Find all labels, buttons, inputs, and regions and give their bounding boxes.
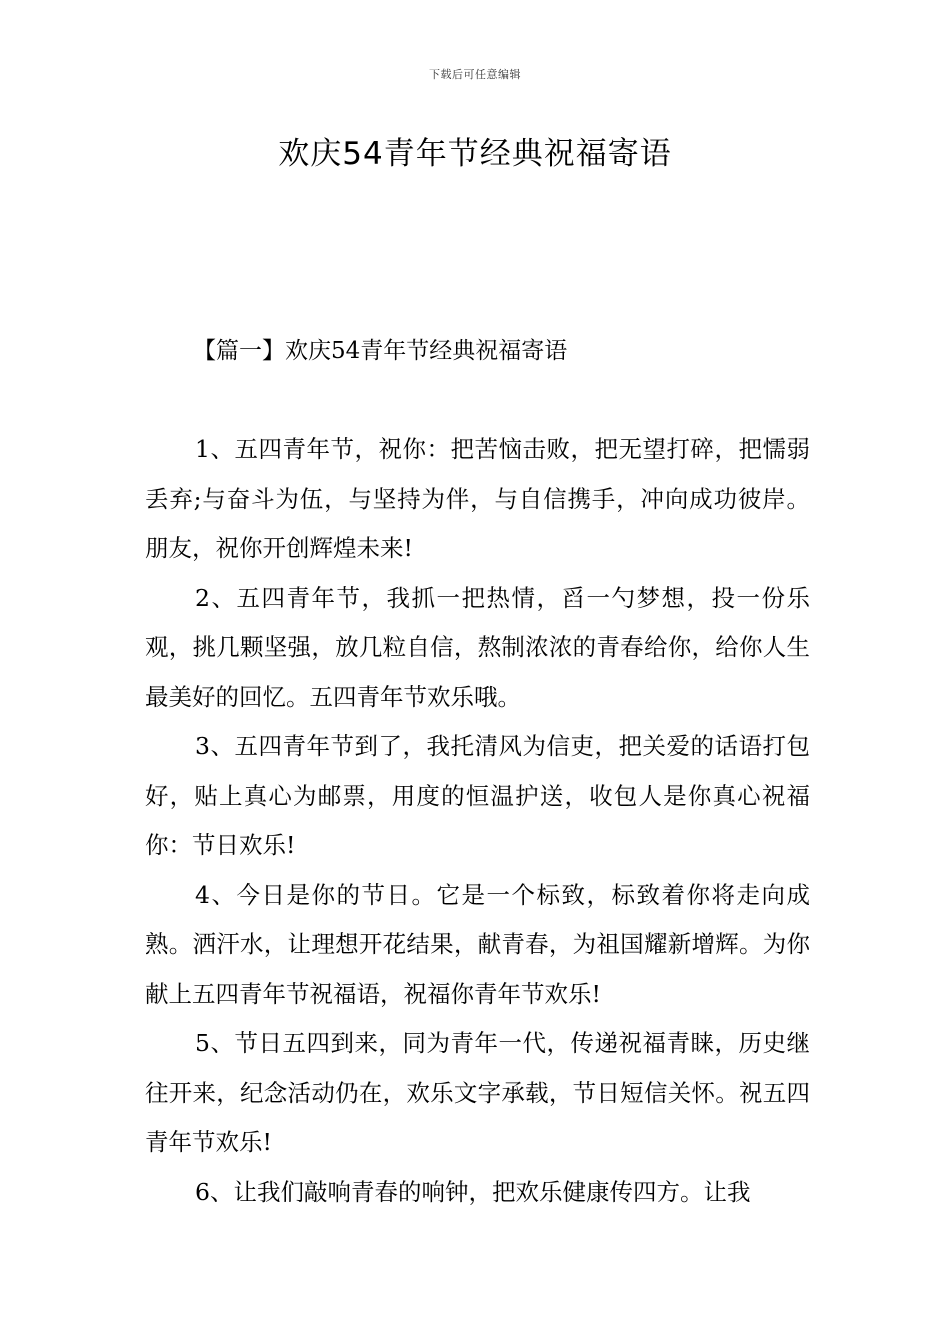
paragraph-2: 2、五四青年节，我抓一把热情，舀一勺梦想，投一份乐观，挑几颗坚强，放几粒自信，熬制浓浓的青春给你，给你人生最美好的回忆。五四青年节欢乐哦。 — [145, 583, 810, 711]
document-title: 欢庆54青年节经典祝福寄语 — [278, 136, 672, 172]
paragraph-4: 4、今日是你的节日。它是一个标致，标致着你将走向成熟。洒汗水，让理想开花结果，献青春，为祖国耀新增辉。为你献上五四青年节祝福语，祝福你青年节欢乐! — [145, 880, 810, 1008]
paragraph-3: 3、五四青年节到了，我托清风为信吏，把关爱的话语打包好，贴上真心为邮票，用度的恒温护送，收包人是你真心祝福你：节日欢乐! — [145, 732, 810, 859]
body-text — [145, 425, 810, 1217]
paragraph-1: 1、五四青年节，祝你：把苦恼击败，把无望打碎，把懦弱丢弃;与奋斗为伍，与坚持为伴，与自信携手，冲向成功彼岸。朋友，祝你开创辉煌未来! — [145, 435, 810, 562]
header-note: 下载后可任意编辑 — [429, 68, 521, 81]
section-heading: 【篇一】欢庆54青年节经典祝福寄语 — [193, 338, 568, 364]
paragraph-6: 6、让我们敲响青春的响钟，把欢乐健康传四方。让我 — [195, 1177, 751, 1206]
paragraph-5: 5、节日五四到来，同为青年一代，传递祝福青睐，历史继往开来，纪念活动仍在，欢乐文字承载，节日短信关怀。祝五四青年节欢乐! — [145, 1029, 810, 1156]
